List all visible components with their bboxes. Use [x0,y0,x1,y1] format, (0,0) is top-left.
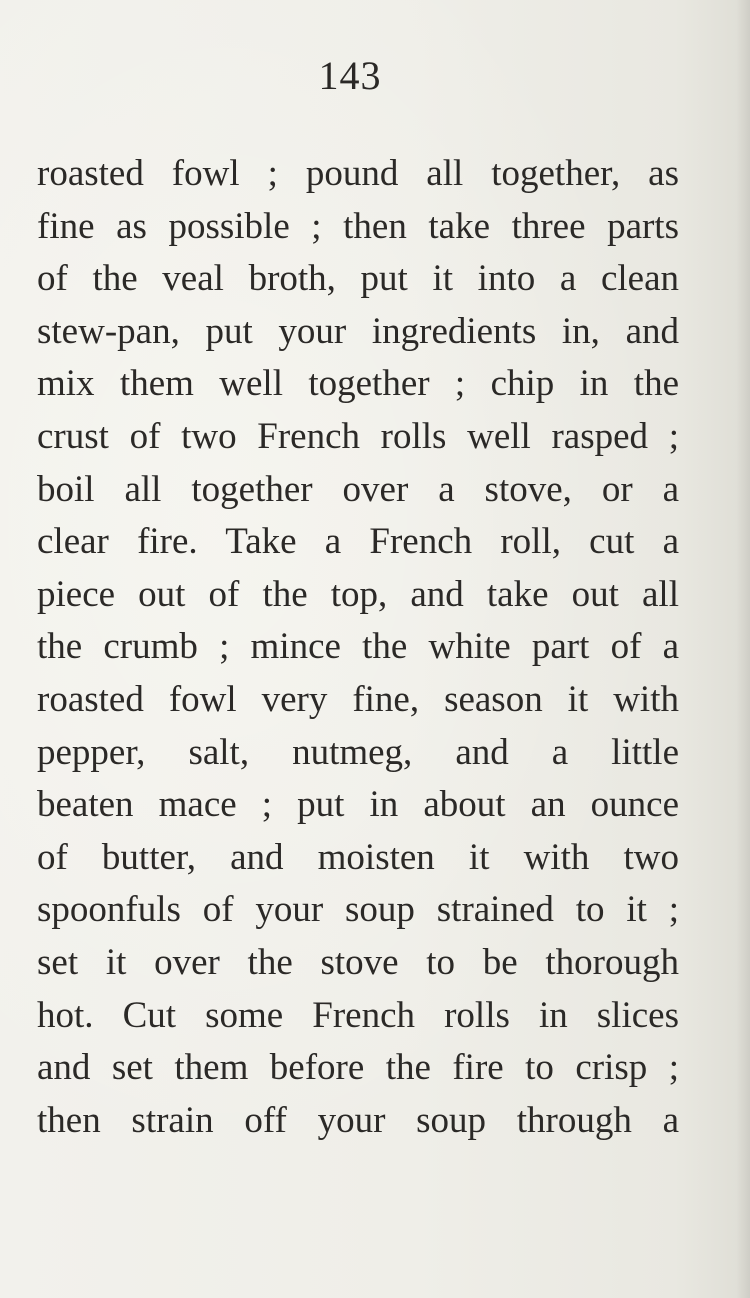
text-line: mix them well together ; chip in the [37,363,679,405]
page-number: 143 [318,53,382,98]
text-line: roasted fowl ; pound all together, as [37,153,679,194]
text-line: roasted fowl very fine, season it with [37,678,679,720]
text-line: beaten mace ; put in about an ounce [37,784,679,826]
text-line: fine as possible ; then take three parts [37,205,679,247]
text-line: of butter, and moisten it with two [37,836,679,878]
text-line: hot. Cut some French rolls in slices [37,994,679,1036]
text-line: piece out of the top, and take out all [37,573,679,615]
text-line: clear fire. Take a French roll, cut a [37,521,679,563]
page-edge-shadow [736,0,750,1298]
text-line: boil all together over a stove, or a [37,468,679,510]
text-line: crust of two French rolls well rasped ; [37,415,679,457]
text-line: pepper, salt, nutmeg, and a little [37,731,679,773]
text-line: set it over the stove to be thorough [37,941,679,983]
text-line: stew-pan, put your ingredients in, and [37,310,679,352]
text-line: then strain off your soup through a [37,1099,679,1141]
body-text [37,148,679,1147]
text-line: of the veal broth, put it into a clean [37,258,679,300]
text-line: and set them before the fire to crisp ; [37,1047,679,1089]
text-line: the crumb ; mince the white part of a [37,626,679,668]
text-line: spoonfuls of your soup strained to it ; [37,889,679,931]
